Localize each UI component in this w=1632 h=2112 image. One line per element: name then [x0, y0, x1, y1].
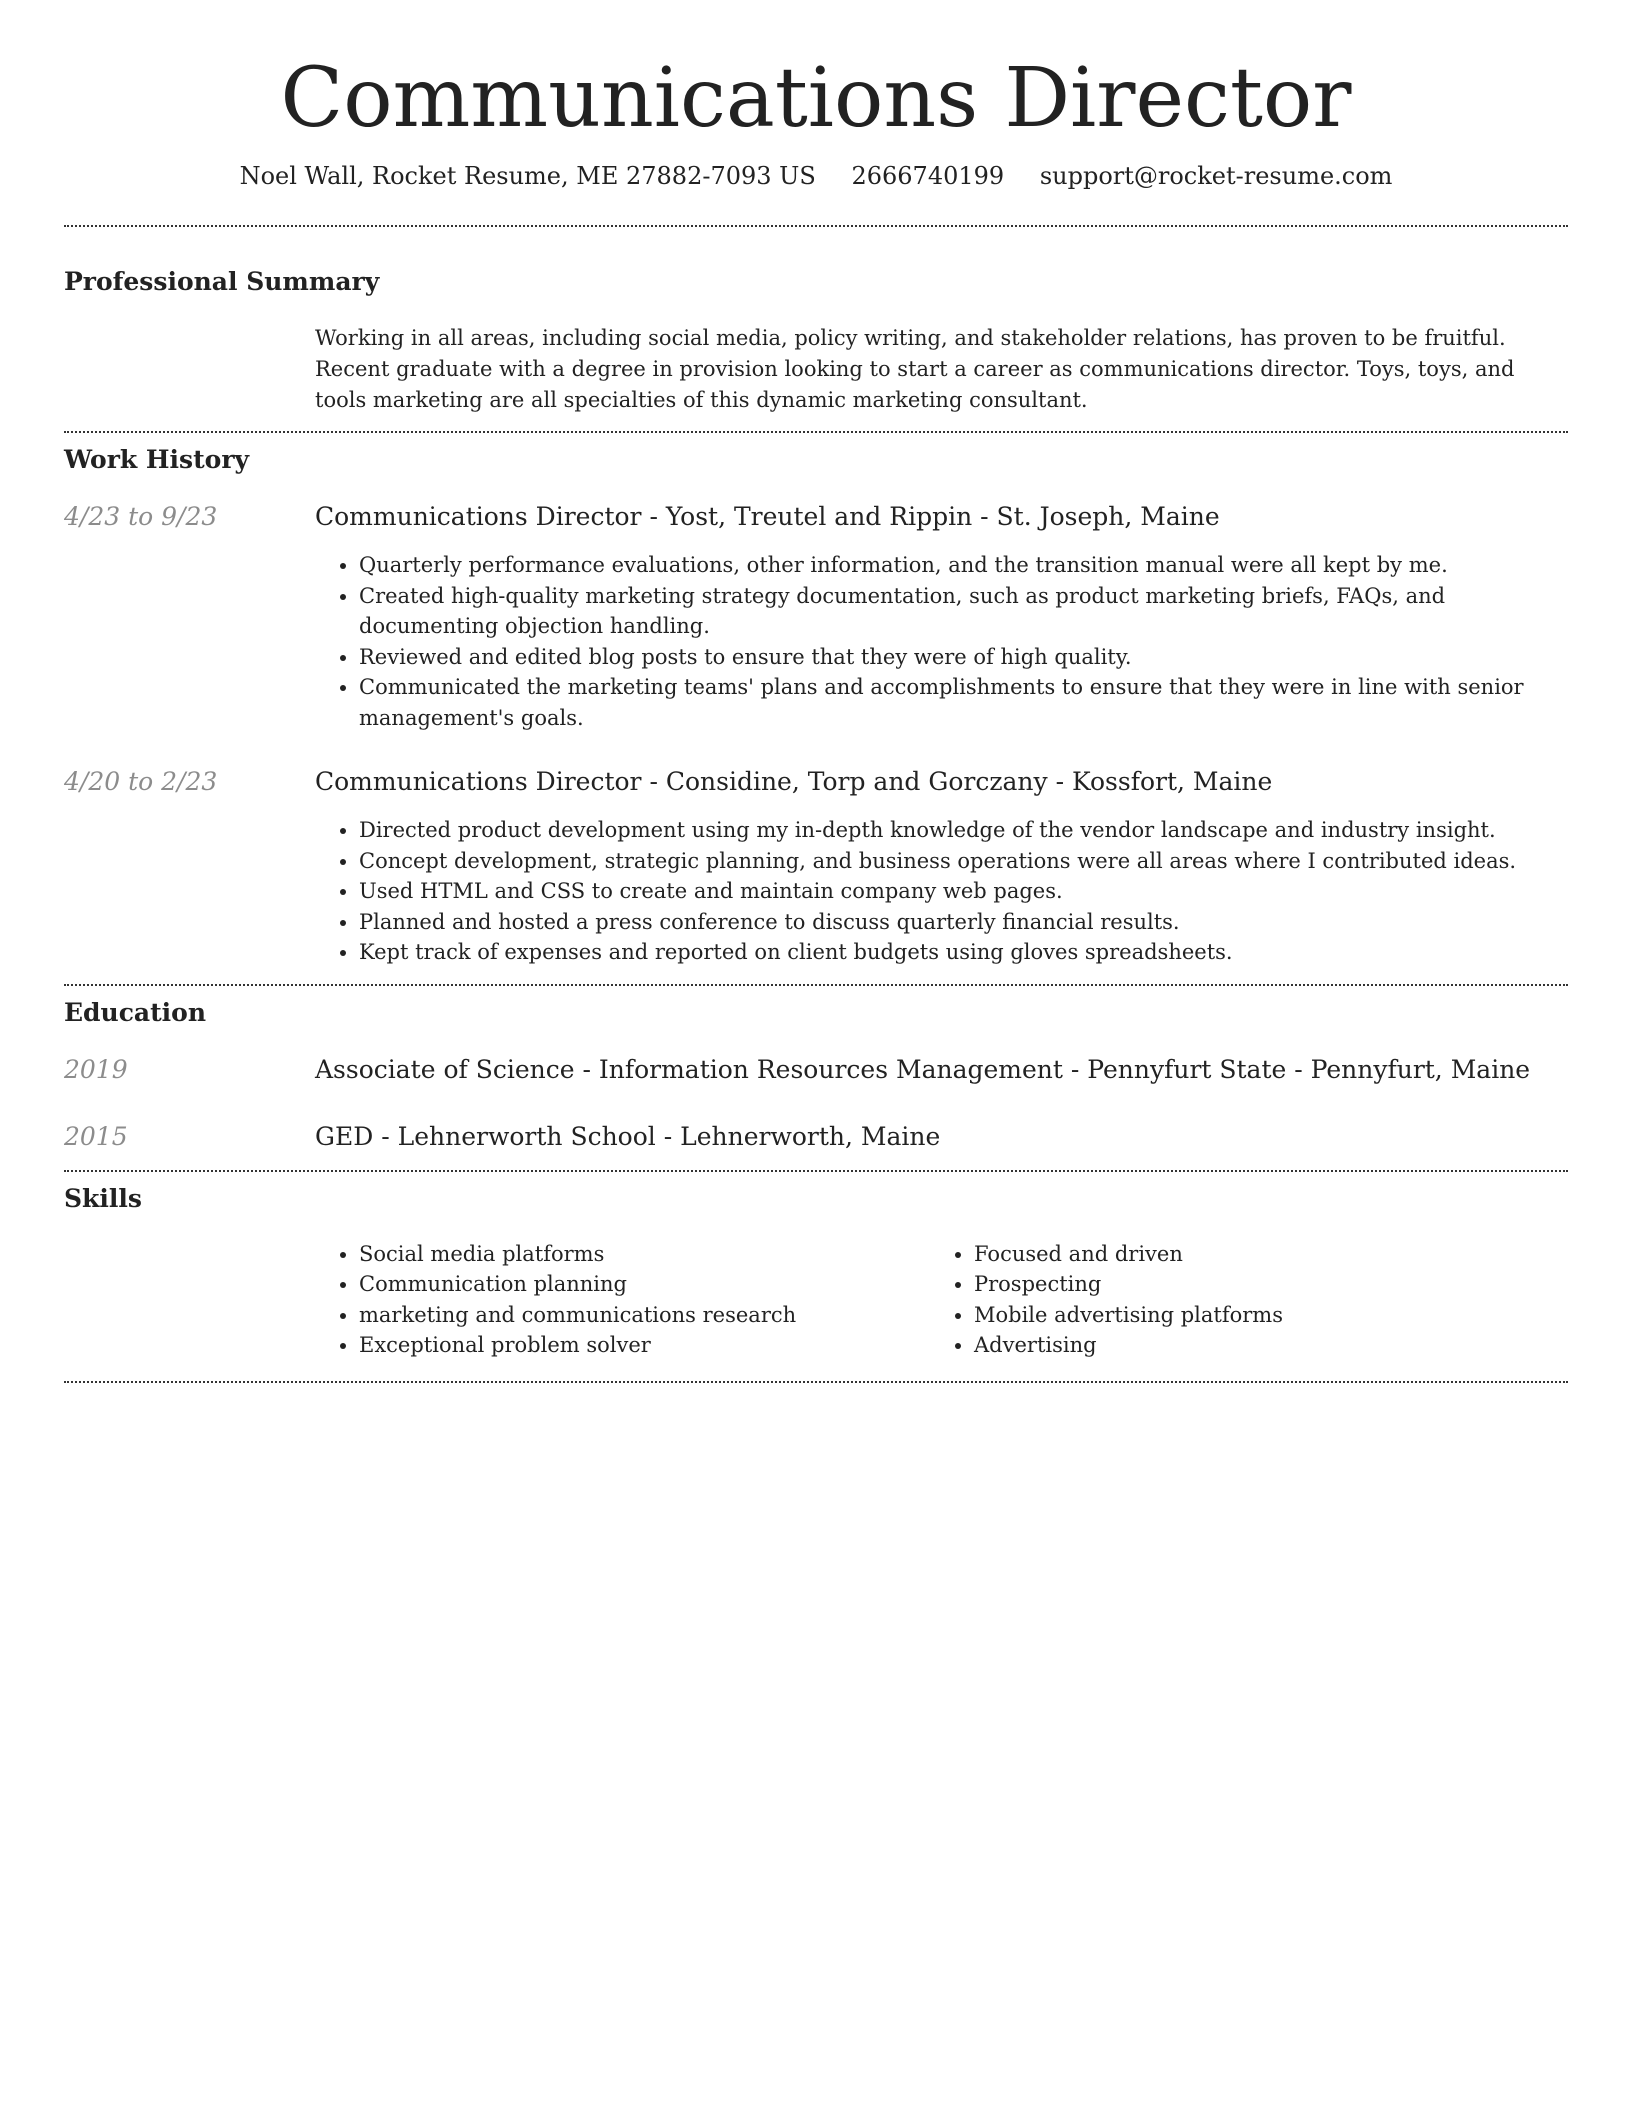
divider [64, 1170, 1568, 1172]
summary-section [64, 267, 1568, 416]
education-section [64, 998, 1568, 1152]
list-item: • Social media platforms [359, 1239, 930, 1270]
divider [64, 1381, 1568, 1383]
divider [64, 225, 1568, 227]
divider [64, 431, 1568, 433]
list-item: • Kept track of expenses and reported on client budgets using gloves spreadsheets. [359, 937, 1568, 968]
list-item: • Communication planning [359, 1269, 930, 1300]
contact-address: Noel Wall, Rocket Resume, ME 27882-7093 US [239, 162, 816, 191]
list-item: • Used HTML and CSS to create and maintain company web pages. [359, 876, 1568, 907]
list-item: • Reviewed and edited blog posts to ensure that they were of high quality. [359, 642, 1568, 673]
work-history-heading: Work History [64, 445, 250, 475]
list-item: • Advertising [974, 1330, 1545, 1361]
divider [64, 984, 1568, 986]
list-item: • marketing and communications research [359, 1300, 930, 1331]
education-text: Associate of Science - Information Resources Management - Pennyfurt State - Pennyfurt, Maine [315, 1054, 1531, 1084]
list-item: • Focused and driven [974, 1239, 1545, 1270]
list-item: • Prospecting [974, 1269, 1545, 1300]
job-entry [64, 502, 1568, 733]
job-title: Communications Director - Yost, Treutel and Rippin - St. Joseph, Maine [315, 502, 1220, 532]
skills-heading: Skills [64, 1183, 142, 1213]
list-item: • Planned and hosted a press conference to discuss quarterly financial results. [359, 907, 1568, 938]
education-year: 2015 [64, 1121, 128, 1151]
education-entry [64, 1122, 1568, 1152]
summary-heading: Professional Summary [64, 267, 380, 297]
job-dates: 4/23 to 9/23 [64, 502, 218, 532]
skills-section [64, 1184, 1568, 1361]
contact-email: support@rocket-resume.com [1039, 162, 1393, 191]
list-item: • Communicated the marketing teams' plans and accomplishments to ensure that they were in line with senior management's goals. [359, 672, 1568, 733]
list-item: • Quarterly performance evaluations, other information, and the transition manual were all kept by me. [359, 550, 1568, 581]
summary-text: Working in all areas, including social media, policy writing, and stakeholder relations, has proven to be fruitful. Recent graduate with a degree in provision looking to start a career as communications director. Toys, toys, and tools marketing are all specialties of this dynamic marketing consultant. [315, 326, 1515, 413]
contact-line [64, 162, 1568, 190]
resume-title: Communications Director [280, 51, 1352, 146]
skills-column-2 [930, 1239, 1545, 1361]
list-item: • Exceptional problem solver [359, 1330, 930, 1361]
job-dates: 4/20 to 2/23 [64, 767, 218, 797]
work-history-section [64, 445, 1568, 968]
job-bullets [315, 550, 1568, 733]
education-heading: Education [64, 997, 207, 1027]
contact-phone: 2666740199 [851, 162, 1005, 191]
list-item: • Created high-quality marketing strategy documentation, such as product marketing briefs, FAQs, and documenting objection handling. [359, 581, 1568, 642]
list-item: • Directed product development using my in-depth knowledge of the vendor landscape and industry insight. [359, 815, 1568, 846]
job-bullets [315, 815, 1568, 968]
education-text: GED - Lehnerworth School - Lehnerworth, Maine [315, 1121, 941, 1151]
education-year: 2019 [64, 1054, 128, 1084]
list-item: • Concept development, strategic planning, and business operations were all areas where I contributed ideas. [359, 846, 1568, 877]
job-entry [64, 767, 1568, 968]
job-title: Communications Director - Considine, Torp and Gorczany - Kossfort, Maine [315, 767, 1273, 797]
list-item: • Mobile advertising platforms [974, 1300, 1545, 1331]
education-entry [64, 1055, 1568, 1085]
skills-column-1 [315, 1239, 930, 1361]
